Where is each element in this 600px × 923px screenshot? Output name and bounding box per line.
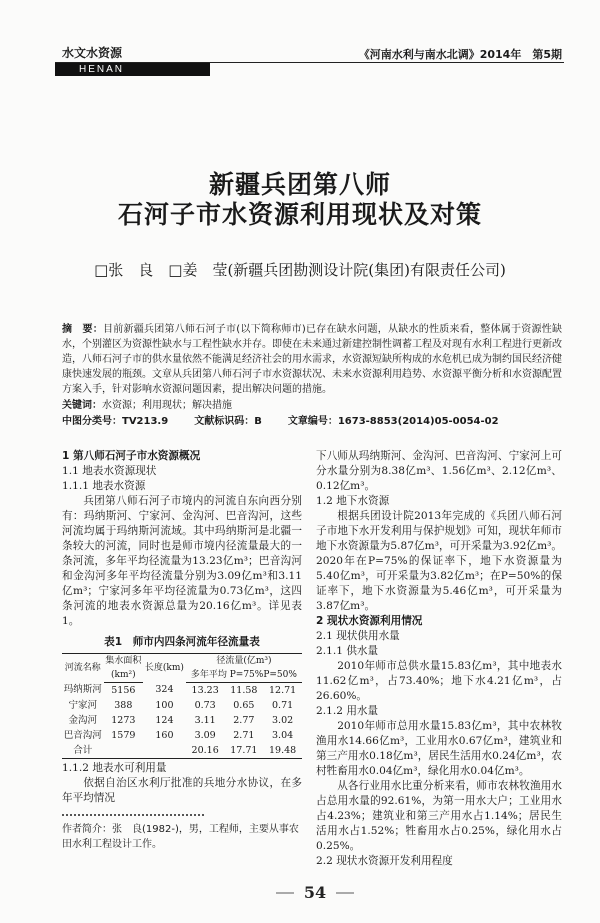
- title-line-1: 新疆兵团第八师: [208, 170, 391, 199]
- table-cell: 20.16: [186, 743, 225, 759]
- doc-code: 文献标识码：B: [194, 416, 262, 427]
- table-row: [62, 713, 302, 728]
- footnote-divider: [62, 810, 204, 816]
- heading-1-1-1: 1.1.1 地表水资源: [62, 480, 146, 492]
- table-cell: 3.04: [272, 729, 294, 741]
- keywords-label: 关键词：: [62, 400, 102, 411]
- abstract-label: 摘 要：: [62, 324, 103, 335]
- table-cell: 3.02: [272, 714, 294, 726]
- title-line-2: 石河子市水资源利用现状及对策: [117, 200, 482, 229]
- paragraph: 下八师从玛纳斯河、金沟河、巴音沟河、宁家河上可分水量分别为8.38亿m³、1.56亿m³、2.12亿m³、0.12亿m³。: [316, 450, 562, 492]
- heading-2: 2 现状水资源利用情况: [316, 615, 423, 627]
- table-cell: 2.71: [233, 729, 255, 741]
- table-cell: 324: [155, 684, 174, 696]
- abstract: [62, 322, 562, 397]
- table-cell: 巴音沟河: [63, 729, 102, 741]
- heading-2-2: 2.2 现状水资源开发利用程度: [316, 855, 453, 867]
- paragraph: 2010年师市总供水量15.83亿m³，其中地表水11.62亿m³，占73.40%；地下水4.21亿m³，占26.60%。: [316, 660, 562, 702]
- paragraph: 根据兵团设计院2013年完成的《兵团八师石河子市地下水开发利用与保护规划》可知，现状年师市地下水资源量为5.87亿m³，可开采量为3.92亿m³。2020年在P=75%的保证率下，地下水资源量为5.40亿m³，可开采量为3.82亿m³；在P=50%的保证率下，地下水资源量为5.46亿m³，可开采量为3.87亿m³。: [316, 510, 562, 612]
- table-cell: 3.09: [194, 729, 216, 741]
- authors: □张 良 □姜 莹(新疆兵团勘测设计院(集团)有限责任公司): [94, 261, 506, 279]
- table-row: [62, 698, 302, 713]
- table-row: [62, 743, 302, 759]
- heading-2-1: 2.1 现状供用水量: [316, 630, 400, 642]
- table-cell: 宁家河: [68, 699, 98, 711]
- table-row: [62, 683, 302, 699]
- table-cell: 0.71: [272, 699, 294, 711]
- right-column: [316, 449, 562, 869]
- table-cell: 0.65: [233, 699, 255, 711]
- heading-2-1-1: 2.1.1 供水量: [316, 645, 379, 657]
- col-header-runoff: 径流量(亿m³): [186, 654, 302, 669]
- body-columns: [62, 449, 562, 869]
- table-cell: 玛纳斯河: [63, 684, 102, 696]
- heading-1: 1 第八师石河子市水资源概况: [62, 450, 201, 462]
- keywords-text: 水资源；利用现状；解决措施: [102, 400, 232, 411]
- clc-number: 中图分类号：TV213.9: [62, 416, 169, 427]
- page-number: 54: [290, 883, 340, 903]
- table-cell: 2.77: [233, 714, 255, 726]
- col-header-length: 长度(km): [143, 654, 186, 683]
- keywords: [62, 398, 562, 413]
- table-cell: 金沟河: [68, 714, 98, 726]
- author-bio: 作者简介：张 良(1982-)，男，工程师，主要从事农田水利工程设计工作。: [62, 824, 299, 850]
- paragraph: 兵团第八师石河子市境内的河流自东向西分别有：玛纳斯河、宁家河、金沟河、巴音沟河，这些河流均属于玛纳斯河流域。其中玛纳斯河是北疆一条较大的河流，同时也是师市境内径流量最大的一条河流，多年平均径流量为13.23亿m³；巴音沟河和金沟河多年平均径流量分别为3.09亿m³和3.11亿m³；宁家河多年平均径流量为0.73亿m³，这四条河流的地表水资源总量为20.16亿m³。详见表1。: [62, 495, 302, 627]
- header-bar: HENAN: [55, 63, 210, 76]
- table-cell: 1579: [111, 729, 136, 741]
- table-cell: 160: [155, 729, 174, 741]
- runoff-table: [62, 653, 302, 759]
- abstract-text: 目前新疆兵团第八师石河子市(以下简称师市)已存在缺水问题，从缺水的性质来看，整体属于资源性缺水，个别灌区为资源性缺水与工程性缺水并存。即使在未来通过新建控制性调蓄工程及对现有水利工程进行更新改造，八师石河子市的供水量依然不能满足经济社会的用水需求，水资源短缺所构成的水危机已成为制约国民经济健康快速发展的瓶颈。文章从兵团第八师石河子市水资源状况、未来水资源利用趋势、水资源平衡分析和水资源配置方案入手，针对影响水资源问题因素，提出解决问题的措施。: [62, 324, 562, 395]
- article: [0, 170, 600, 923]
- paragraph: 从各行业用水比重分析来看，师市农林牧渔用水占总用水量的92.61%，为第一用水大户；工业用水占4.23%；建筑业和第三产用水占1.14%；居民生活用水占1.52%；牲畜用水占0.25%，绿化用水占0.25%。: [316, 780, 562, 852]
- table-cell: [143, 743, 186, 759]
- heading-1-1-2: 1.1.2 地表水可利用量: [62, 762, 167, 774]
- table-cell: 388: [114, 699, 133, 711]
- table-cell: 13.23: [191, 684, 219, 696]
- table-cell: 11.58: [230, 684, 258, 696]
- table-1: [62, 635, 302, 759]
- table-cell: 19.48: [263, 743, 302, 759]
- paragraph: 2010年师市总用水量15.83亿m³，其中农林牧渔用水14.66亿m³，工业用水0.67亿m³，建筑业和第三产用水0.18亿m³，居民生活用水0.24亿m³，农村牲畜用水0.04亿m³，绿化用水0.04亿m³。: [316, 720, 562, 777]
- col-header-runoff-sub: 多年平均 P=75%P=50%: [186, 668, 302, 683]
- heading-1-2: 1.2 地下水资源: [316, 495, 390, 507]
- table-cell: 合计: [62, 743, 104, 759]
- col-header-name: 河流名称: [62, 654, 104, 683]
- heading-1-1: 1.1 地表水资源现状: [62, 465, 157, 477]
- table-cell: 17.71: [225, 743, 264, 759]
- article-number: 文章编号：1673-8853(2014)05-0054-02: [287, 416, 499, 427]
- table-cell: [104, 743, 143, 759]
- section-label: 水文水资源: [62, 46, 123, 60]
- classification: [62, 414, 562, 429]
- heading-2-1-2: 2.1.2 用水量: [316, 705, 379, 717]
- table-cell: 0.73: [194, 699, 216, 711]
- left-column: [62, 449, 302, 852]
- col-header-area-unit: (km²): [104, 668, 143, 683]
- table-row: [62, 728, 302, 743]
- table-cell: 3.11: [194, 714, 216, 726]
- col-header-area: 集水面积: [104, 654, 143, 669]
- table-cell: 124: [155, 714, 174, 726]
- table-cell: 12.71: [269, 684, 297, 696]
- table-caption: 表1 师市内四条河流年径流量表: [104, 636, 260, 648]
- paragraph: 依据自治区水利厅批准的兵地分水协议，在多年平均情况: [62, 777, 302, 804]
- front-matter: [62, 322, 562, 429]
- journal-issue: 《河南水利与南水北调》2014年 第5期: [358, 48, 562, 61]
- table-cell: 5156: [111, 684, 136, 696]
- table-cell: 1273: [111, 714, 136, 726]
- table-cell: 100: [155, 699, 174, 711]
